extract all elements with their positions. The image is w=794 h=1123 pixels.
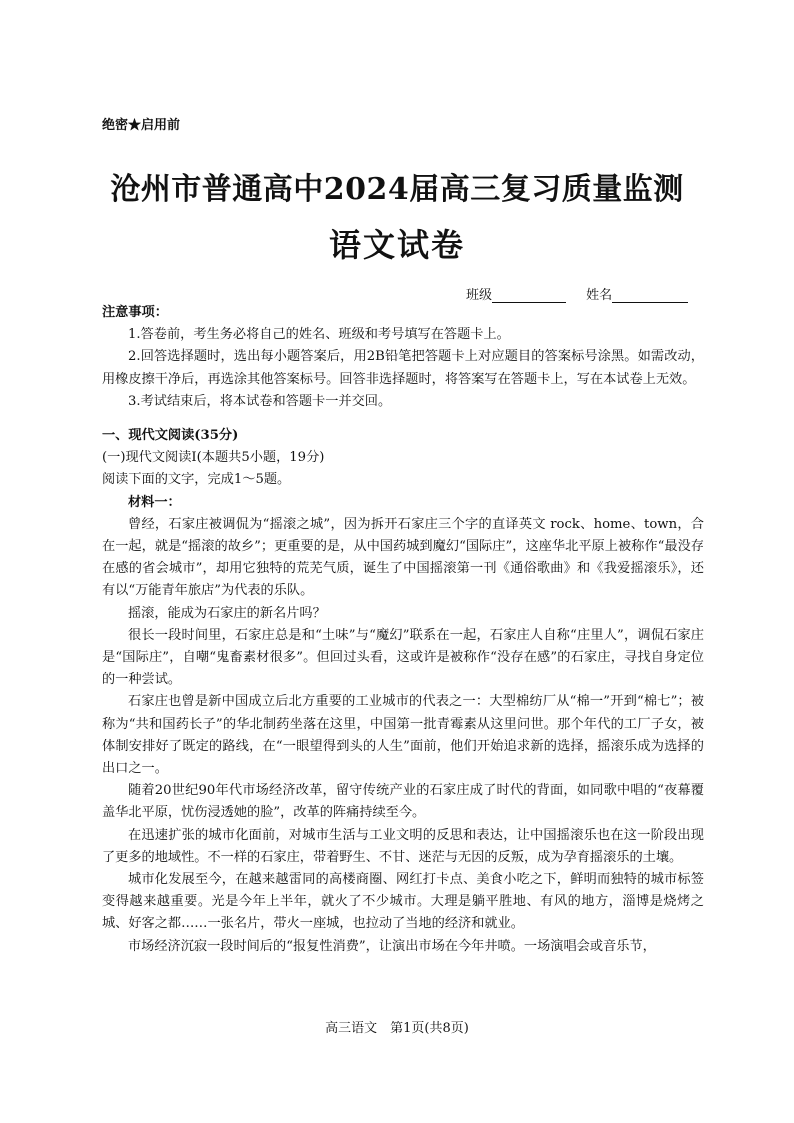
passage-paragraph: 石家庄也曾是新中国成立后北方重要的工业城市的代表之一：大型棉纺厂从“棉一”开到“棉七”；被称为“共和国药长子”的华北制药坐落在这里，中国第一批青霉素从这里问世。那个年代的工厂子女，被体制安排好了既定的路线，在“一眼望得到头的人生”面前，他们开始追求新的选择，摇滚乐成为选择的出口之一。 xyxy=(102,694,704,777)
notice-item: 3.考试结束后，将本试卷和答题卡一并交回。 xyxy=(128,393,392,409)
notice-item: 1.答卷前，考生务必将自己的姓名、班级和考号填写在答题卡上。 xyxy=(128,327,510,343)
notice-item: 2.回答选择题时，选出每小题答案后，用2B铅笔把答题卡上对应题目的答案标号涂黑。如需改动，用橡皮擦干净后，再选涂其他答案标号。回答非选择题时，将答案写在答题卡上，写在本试卷上无效。 xyxy=(102,349,704,387)
name-label: 姓名 xyxy=(586,288,613,303)
passage-paragraph: 城市化发展至今，在越来越雷同的高楼商圈、网红打卡点、美食小吃之下，鲜明而独特的城市标签变得越来越重要。光是今年上半年，就火了不少城市。大理是躺平胜地、有风的地方，淄博是烧烤之城、好客之都……一张名片，带火一座城，也拉动了当地的经济和就业。 xyxy=(102,872,704,932)
passage-paragraph: 随着20世纪90年代市场经济改革，留守传统产业的石家庄成了时代的背面，如同歌中唱的“夜幕覆盖华北平原，忧伤浸透她的脸”，改革的阵痛持续至今。 xyxy=(102,783,704,821)
exam-subtitle: 语文试卷 xyxy=(328,226,465,264)
exam-body xyxy=(102,302,704,958)
page-footer: 高三语文 第1页(共8页) xyxy=(325,1021,469,1036)
material-label: 材料一： xyxy=(128,494,181,510)
class-label: 班级 xyxy=(466,288,493,303)
name-blank[interactable] xyxy=(612,288,688,303)
passage-paragraph: 在迅速扩张的城市化面前，对城市生活与工业文明的反思和表达，让中国摇滚乐也在这一阶段出现了更多的地域性。不一样的石家庄，带着野生、不甘、迷茫与无因的反叛，成为孕育摇滚乐的土壤。 xyxy=(102,827,704,865)
section-subheading: (一)现代文阅读Ⅰ(本题共5小题，19分) xyxy=(102,450,325,466)
passage-paragraph: 摇滚，能成为石家庄的新名片吗？ xyxy=(128,605,326,621)
passage-paragraph: 很长一段时间里，石家庄总是和“土味”与“魔幻”联系在一起，石家庄人自称“庄里人”，调侃石家庄是“国际庄”，自嘲“鬼畜素材很多”。但回过头看，这或许是被称作“没存在感”的石家庄，寻找自身定位的一种尝试。 xyxy=(102,627,704,688)
passage-paragraph: 市场经济沉寂一段时间后的“报复性消费”，让演出市场在今年井喷。一场演唱会或音乐节， xyxy=(128,938,656,954)
passage-paragraph: 曾经，石家庄被调侃为“摇滚之城”，因为拆开石家庄三个字的直译英文 rock、home、town，合在一起，就是“摇滚的故乡”；更重要的是，从中国药城到魔幻“国际庄”，这座华北平原上被称作“最没存在感的省会城市”，却用它独特的荒芜气质，诞生了中国摇滚第一刊《通俗歌曲》和《我爱摇滚乐》，还有以“万能青年旅店”为代表的乐队。 xyxy=(102,516,704,599)
reading-instruction: 阅读下面的文字，完成1～5题。 xyxy=(102,472,291,488)
confidential-label: 绝密★启用前 xyxy=(102,118,181,133)
notice-heading: 注意事项： xyxy=(102,305,168,320)
class-blank[interactable] xyxy=(492,288,566,303)
student-info-fields xyxy=(466,284,688,303)
section-heading: 一、现代文阅读(35分) xyxy=(102,428,239,444)
spacer xyxy=(102,413,704,425)
exam-title: 沧州市普通高中2024届高三复习质量监测 xyxy=(110,172,684,207)
